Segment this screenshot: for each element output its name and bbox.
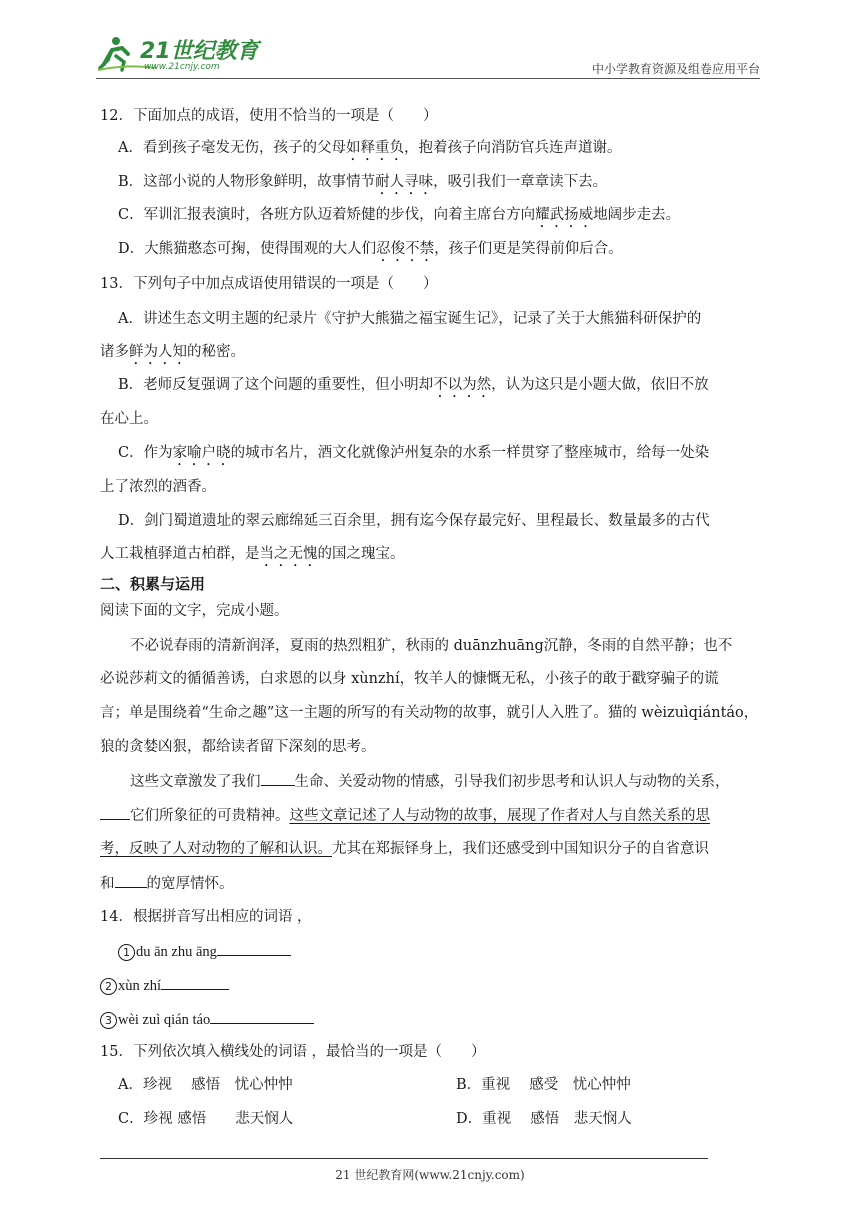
text: C．军训汇报表演时，各班方队迈着矫健的步伐，向着主席台方向 <box>118 207 536 223</box>
text: 的宽厚情怀。 <box>146 876 234 892</box>
q13-option-a-line2 <box>100 342 245 368</box>
logo-url: www.21cnjy.com <box>144 62 220 72</box>
footer-text: 21 世纪教育网(www.21cnjy.com) <box>335 1168 525 1182</box>
dotted-idiom: 鲜为人知 <box>129 344 187 360</box>
passage-p2-line2 <box>100 805 710 826</box>
q12-option-a <box>118 138 621 164</box>
platform-title: 中小学教育资源及组卷应用平台 <box>591 62 760 76</box>
text: ，孩子们更是笑得前仰后合。 <box>434 241 623 257</box>
passage-p1-line3: 言；单是围绕着“生命之趣”这一主题的所写的有关动物的故事，就引人入胜了。猫的 wèizuìqiántáo， <box>100 705 759 721</box>
answer-blank[interactable] <box>161 975 229 990</box>
q15-option-c: C．珍视 感悟 悲天悯人 <box>118 1111 294 1127</box>
q13-option-b-line1 <box>118 375 709 401</box>
q14-item-3 <box>100 1009 314 1030</box>
text: C．作为 <box>118 445 173 461</box>
q15-option-b: B．重视 感受 忧心忡忡 <box>456 1077 631 1093</box>
text: 尤其在郑振铎身上，我们还感受到中国知识分子的自省意识 <box>332 841 709 857</box>
passage-p1-line4: 狼的贪婪凶狠，都给读者留下深刻的思考。 <box>100 739 376 755</box>
text: 诸多 <box>100 344 129 360</box>
underlined-sentence: 这些文章记述了人与动物的故事，展现了作者对人与自然关系的思 <box>289 808 710 824</box>
q13-option-a-line1: A．讲述生态文明主题的纪录片《守护大熊猫之福宝诞生记》，记录了关于大熊猫科研保护的 <box>118 311 702 327</box>
answer-blank[interactable] <box>217 941 291 956</box>
text: 它们所象征的可贵精神。 <box>130 808 290 824</box>
underlined-sentence: 考，反映了人对动物的了解和认识。 <box>100 841 332 857</box>
q14-item-1 <box>118 941 291 962</box>
q15-option-a: A．珍视 感悟 忧心忡忡 <box>118 1077 293 1093</box>
dotted-idiom: 如释重负 <box>345 140 404 156</box>
text: 的国之瑰宝。 <box>317 546 405 562</box>
passage-p2-line1 <box>130 771 730 792</box>
footer-divider <box>100 1158 708 1159</box>
dotted-idiom: 忍俊不禁 <box>376 241 435 257</box>
q12-option-d <box>118 239 623 265</box>
q15-option-d: D．重视 感悟 悲天悯人 <box>456 1111 632 1127</box>
text: ，吸引我们一章章读下去。 <box>433 174 608 190</box>
q12-option-c <box>118 205 680 231</box>
dotted-idiom: 耀武扬威 <box>535 207 594 223</box>
passage-p2-line3 <box>100 839 709 859</box>
q15-stem: 15．下列依次填入横线处的词语 ，最恰当的一项是（ ） <box>100 1044 486 1060</box>
logo-text: 21世纪教育 <box>140 39 259 64</box>
text: A．看到孩子毫发无伤，孩子的父母 <box>118 140 346 156</box>
fill-blank-1[interactable] <box>261 771 295 786</box>
text: 生命、关爱动物的情感，引导我们初步思考和认识人与动物的关系， <box>294 774 730 790</box>
dotted-idiom: 耐人寻味 <box>375 174 434 190</box>
text: B．这部小说的人物形象鲜明，故事情节 <box>118 174 376 190</box>
text: ，认为这只是小题大做，依旧不放 <box>491 377 709 393</box>
q14-stem: 14．根据拼音写出相应的词语 ， <box>100 909 312 925</box>
q13-stem: 13．下列句子中加点成语使用错误的一项是（ ） <box>100 276 438 292</box>
q13-option-c-line1 <box>118 443 709 469</box>
text: 的秘密。 <box>187 344 245 360</box>
q12-stem: 12．下面加点的成语，使用不恰当的一项是（ ） <box>100 108 438 124</box>
q13-option-d-line2 <box>100 544 405 570</box>
text: 的城市名片，酒文化就像泸州复杂的水系一样贯穿了整座城市，给每一处染 <box>230 445 710 461</box>
passage-p1-line2: 必说莎莉文的循循善诱，白求恩的以身 xùnzhí，牧羊人的慷慨无私，小孩子的敢于戳穿骗子的谎 <box>100 671 719 687</box>
section-intro: 阅读下面的文字，完成小题。 <box>100 603 289 619</box>
text: 人工栽植驿道古柏群，是 <box>100 546 260 562</box>
text: 地阔步走去。 <box>593 207 681 223</box>
text: B．老师反复强调了这个问题的重要性，但小明却 <box>118 377 434 393</box>
q12-option-b <box>118 172 607 198</box>
answer-blank[interactable] <box>210 1009 314 1024</box>
fill-blank-2[interactable] <box>100 805 130 820</box>
q13-option-c-line2: 上了浓烈的酒香。 <box>100 479 216 495</box>
pinyin: wèi zuì qián táo <box>118 1012 211 1028</box>
text: D．大熊猫憨态可掬，使得围观的大人们 <box>118 241 377 257</box>
q14-item-2 <box>100 975 229 996</box>
number-circle: 3 <box>100 1012 117 1029</box>
dotted-idiom: 不以为然 <box>433 377 492 393</box>
dotted-idiom: 家喻户晓 <box>172 445 231 461</box>
page-header <box>96 30 760 78</box>
header-divider <box>96 78 760 79</box>
q13-option-d-line1: D．剑门蜀道遗址的翠云廊绵延三百余里，拥有迄今保存最完好、里程最长、数量最多的古代 <box>118 513 710 529</box>
section-title: 二、积累与运用 <box>100 575 206 593</box>
q13-option-b-line2: 在心上。 <box>100 411 158 427</box>
text: 这些文章激发了我们 <box>130 774 261 790</box>
text: ，抱着孩子向消防官兵连声道谢。 <box>403 140 622 156</box>
passage-p2-line4 <box>100 873 234 894</box>
site-logo[interactable] <box>96 34 266 74</box>
fill-blank-3[interactable] <box>115 873 147 888</box>
pinyin: xùn zhí <box>118 978 162 994</box>
text: 和 <box>100 876 115 892</box>
number-circle: 2 <box>100 978 117 995</box>
number-circle: 1 <box>118 944 135 961</box>
dotted-idiom: 当之无愧 <box>259 546 318 562</box>
pinyin: du ān zhu āng <box>136 944 217 960</box>
passage-p1-line1: 不必说春雨的清新润泽，夏雨的热烈粗犷，秋雨的 duānzhuāng沉静，冬雨的自然平静；也不 <box>130 638 733 654</box>
